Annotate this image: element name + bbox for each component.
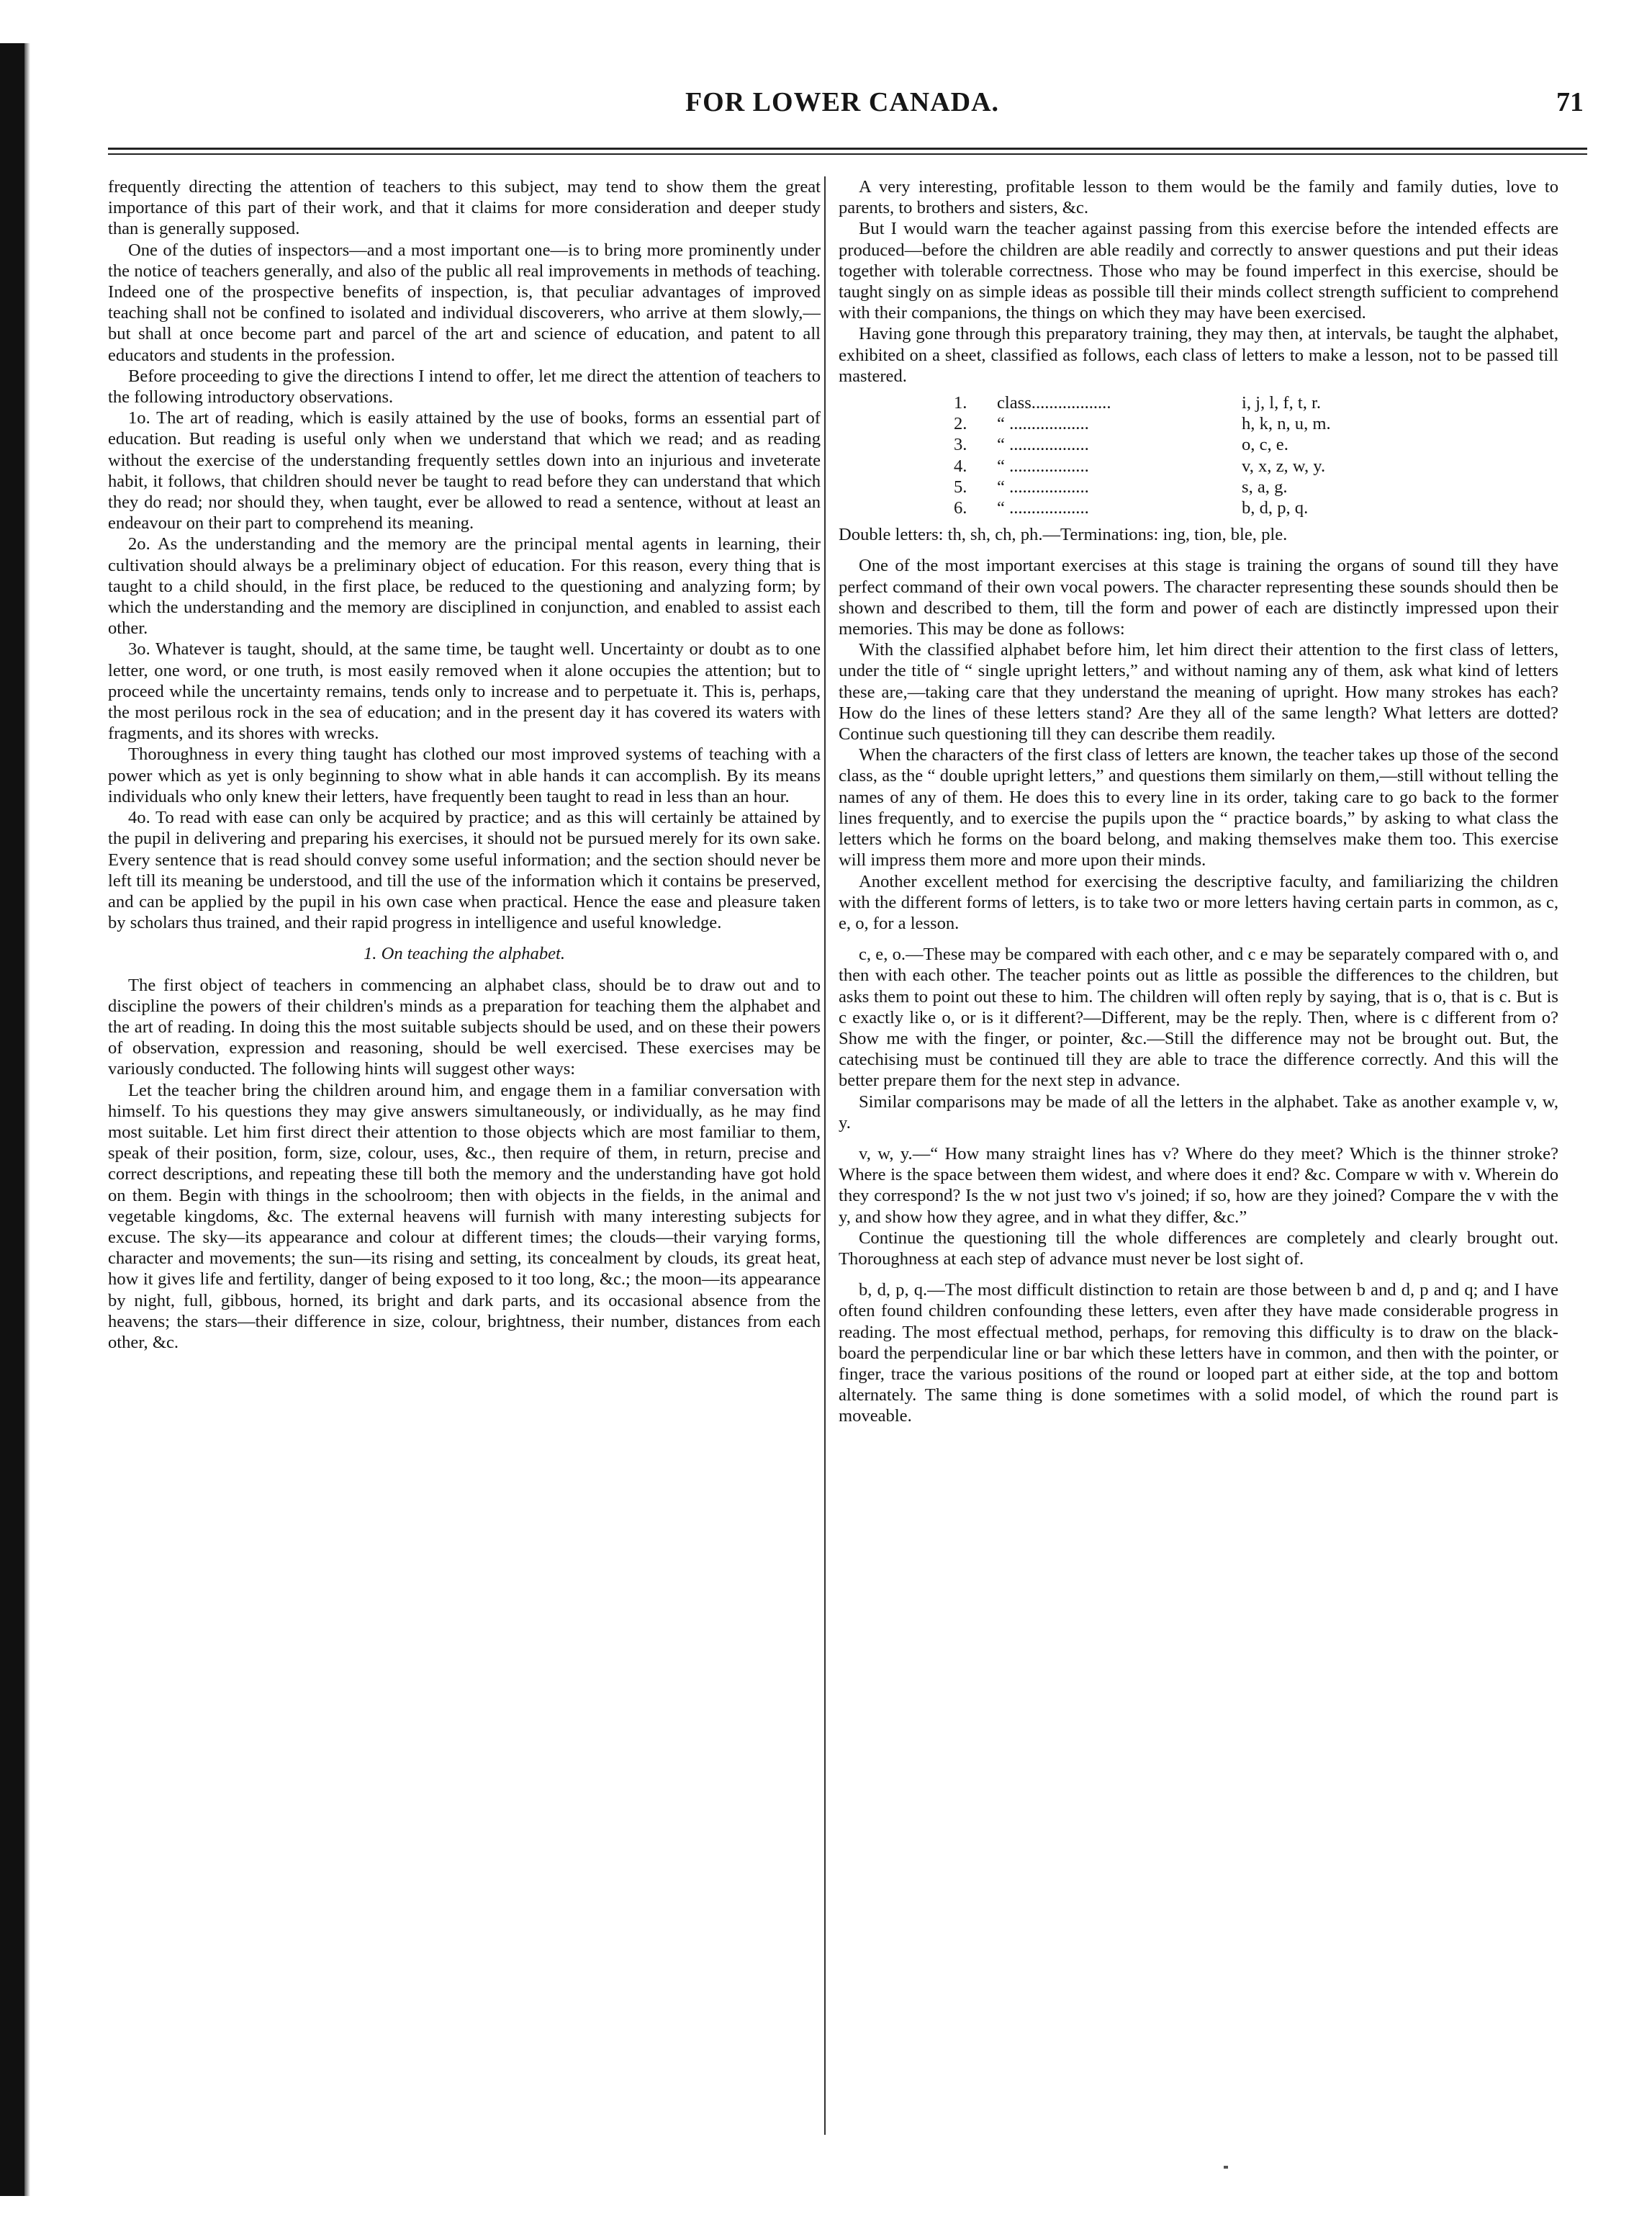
class-label: class..................	[997, 393, 1111, 413]
class-letters: i, j, l, f, t, r.	[1242, 393, 1321, 413]
paragraph: One of the most important exercises at this stage is training the organs of sound till they have perfect command of their own vocal powers. The character representing these sounds should then be shown and described to them, till the form and power of each are distinctly impressed upon their memories. This may be done as follows:	[839, 556, 1558, 639]
header-rule-top	[108, 148, 1587, 150]
page-binding-edge	[0, 43, 24, 2196]
paragraph: Having gone through this preparatory training, they may then, at intervals, be taught the alphabet, exhibited on a sheet, classified as follows, each class of letters to make a lesson, not to be passed till mastered.	[839, 324, 1558, 386]
class-letters: v, x, z, w, y.	[1242, 456, 1326, 476]
paragraph: Similar comparisons may be made of all the letters in the alphabet. Take as another example v, w, y.	[839, 1092, 1558, 1133]
section-heading: 1. On teaching the alphabet.	[363, 944, 566, 964]
paragraph: b, d, p, q.—The most difficult distinction to retain are those between b and d, p and q; and I have often found children confounding these letters, even after they have made considerable progress in reading. The most effectual method, perhaps, for removing this difficulty is to draw on the black-board the perpendicular line or bar which these letters have in common, and then with the pointer, or finger, trace the various positions of the round or looped part at either side, at the top and bottom alternately. The same thing is done sometimes with a solid model, of which the round part is moveable.	[839, 1280, 1558, 1426]
class-number: 6.	[954, 498, 967, 518]
paragraph: 1o. The art of reading, which is easily attained by the use of books, forms an essential part of education. But reading is useful only when we understand that which we read; and as reading without the exercise of the understanding frequently settles down into an injurious and inveterate habit, it follows, that children should never be taught to read before they can understand that which they do read; nor should they, when taught, ever be allowed to read a sentence, without at least an endeavour on their part to comprehend its meaning.	[108, 408, 821, 534]
paragraph: 2o. As the understanding and the memory are the principal mental agents in learning, their cultivation should always be a preliminary object of education. For this reason, every thing that is taught to a child should, in the first place, be reduced to the questioning and analyzing form; by which the understanding and the memory are disciplined in conjunction, and enabled to assist each other.	[108, 534, 821, 639]
paragraph: Before proceeding to give the directions I intend to offer, let me direct the attention of teachers to the following introductory observations.	[108, 366, 821, 408]
paragraph: Continue the questioning till the whole differences are completely and clearly brought out. Thoroughness at each step of advance must never be lost sight of.	[839, 1228, 1558, 1269]
class-number: 3.	[954, 435, 967, 455]
double-letters-line: Double letters: th, sh, ch, ph.—Terminations: ing, tion, ble, ple.	[839, 525, 1288, 545]
page-mark	[1224, 2166, 1228, 2169]
running-title: FOR LOWER CANADA.	[685, 87, 1000, 117]
paragraph: But I would warn the teacher against passing from this exercise before the intended effects are produced—before the children are able readily and correctly to answer questions and put their ideas together with tolerable correctness. Those who may be found imperfect in this exercise, should be taught singly on as simple ideas as possible till their minds collect strength sufficient to comprehend with their companions, the things on which they may have been exercised.	[839, 219, 1558, 323]
class-letters: o, c, e.	[1242, 435, 1288, 455]
paragraph: When the characters of the first class of letters are known, the teacher takes up those of the second class, as the “ double upright letters,” and questions them similarly on them,—still without telling the names of any of them. He does this to every line in its order, taking care to go back to the former lines frequently, and to exercise the pupils upon the “ practice boards,” by asking to what class the letters which he forms on the board belong, and making themselves make them too. This exercise will impress them more and more upon their minds.	[839, 745, 1558, 870]
letter-class-table	[839, 392, 1558, 518]
class-label: “ ..................	[997, 477, 1089, 497]
paragraph: Let the teacher bring the children around him, and engage them in a familiar conversation with himself. To his questions they may give answers simultaneously, or individually, as he may find most suitable. Let him first direct their attention to those objects which are most familiar to them, speak of their position, form, size, colour, uses, &c., then require of them, in return, precise and correct descriptions, and repeating these till both the memory and the understanding have got hold on them. Begin with things in the schoolroom; then with objects in the fields, in the animal and vegetable kingdoms, &c. The external heavens will furnish with many interesting subjects for excuse. The sky—its appearance and colour at different times; the clouds—their varying forms, character and movements; the sun—its rising and setting, its concealment by clouds, its great heat, how it gives life and fertility, danger of being exposed to it too long, &c.; the moon—its appearance by night, full, gibbous, horned, its bright and dark parts, and its occasional absence from the heavens; the stars—their difference in size, colour, brightness, their number, distances from each other, &c.	[108, 1080, 821, 1352]
paragraph: 4o. To read with ease can only be acquired by practice; and as this will certainly be attained by the pupil in delivering and preparing his exercises, it should not be pursued merely for its own sake. Every sentence that is read should convey some useful information; and the section should never be left till its meaning be understood, and till the use of the information which it contains be preserved, and can be applied by the pupil in his own case when practical. Hence the ease and pleasure taken by scholars thus trained, and their rapid progress in intelligence and useful knowledge.	[108, 808, 821, 933]
page-header	[101, 85, 1584, 128]
paragraph: Another excellent method for exercising the descriptive faculty, and familiarizing the children with the different forms of letters, is to take two or more letters having certain parts in common, as c, e, o, for a lesson.	[839, 871, 1558, 933]
class-letters: h, k, n, u, m.	[1242, 414, 1331, 434]
letter-class-row	[839, 392, 1558, 413]
class-number: 5.	[954, 477, 967, 497]
paragraph: c, e, o.—These may be compared with each other, and c e may be separately compared with o, and then with each other. The teacher points out as little as possible the differences to the children, but asks them to point out these to him. The children will often reply by saying, that is o, that is c. But is c exactly like o, or is it different?—Different, may be the reply. Then, where is c different from o? Show me with the finger, or pointer, &c.—Still the difference may not be brought out. But, the catechising must be continued till they are able to trace the difference correctly. And this will the better prepare them for the next step in advance.	[839, 945, 1558, 1091]
class-label: “ ..................	[997, 414, 1089, 434]
class-number: 4.	[954, 456, 967, 476]
class-number: 2.	[954, 414, 967, 434]
class-letters: b, d, p, q.	[1242, 498, 1309, 518]
letter-class-row	[839, 498, 1558, 518]
paragraph: One of the duties of inspectors—and a most important one—is to bring more prominently under the notice of teachers generally, and also of the public all real improvements in methods of teaching. Indeed one of the prospective benefits of inspection, is, that peculiar advantages of improved teaching shall not be confined to isolated and individual discoverers, who arrive at them slowly,—but shall at once become part and parcel of the art and science of education, and patent to all educators and students in the profession.	[108, 240, 821, 365]
letter-class-row	[839, 434, 1558, 455]
right-column	[839, 176, 1558, 1427]
class-letters: s, a, g.	[1242, 477, 1288, 497]
paragraph: frequently directing the attention of teachers to this subject, may tend to show them the great importance of this part of their work, and that it claims for more consideration and deeper study than is generally supposed.	[108, 177, 821, 239]
class-label: “ ..................	[997, 456, 1089, 476]
letter-class-row	[839, 413, 1558, 434]
class-label: “ ..................	[997, 498, 1089, 518]
letter-class-row	[839, 477, 1558, 498]
paragraph: The first object of teachers in commencing an alphabet class, should be to draw out and to discipline the powers of their children's minds as a preparation for teaching them the alphabet and the art of reading. In doing this the most suitable subjects should be used, and on these their powers of observation, expression and reasoning, should be well exercised. These exercises may be variously conducted. The following hints will suggest other ways:	[108, 975, 821, 1079]
column-divider	[824, 176, 826, 2135]
paragraph: 3o. Whatever is taught, should, at the same time, be taught well. Uncertainty or doubt as to one letter, one word, or one truth, is most easily removed when it alone occupies the attention; but to proceed while the uncertainty remains, tends only to increase and to perpetuate it. This is, perhaps, the most perilous rock in the sea of education; and in the present day it has covered its waters with fragments, and its shores with wrecks.	[108, 639, 821, 744]
header-rule-bottom	[108, 153, 1587, 155]
page-number: 71	[1556, 87, 1584, 117]
binding-shadow	[24, 43, 30, 2196]
left-column	[108, 176, 821, 1353]
paragraph: A very interesting, profitable lesson to them would be the family and family duties, love to parents, to brothers and sisters, &c.	[839, 177, 1558, 218]
paragraph: With the classified alphabet before him, let him direct their attention to the first class of letters, under the title of “ single upright letters,” and without naming any of them, ask what kind of letters these are,—taking care that they understand the meaning of upright. How many strokes has each? How do the lines of these letters stand? Are they all of the same length? What letters are dotted? Continue such questioning till they can describe them readily.	[839, 640, 1558, 744]
class-label: “ ..................	[997, 435, 1089, 455]
paragraph: Thoroughness in every thing taught has clothed our most improved systems of teaching with a power which as yet is only beginning to show what in able hands it can accomplish. By its means individuals who only knew their letters, have frequently been taught to read in less than an hour.	[108, 744, 821, 806]
paragraph: v, w, y.—“ How many straight lines has v? Where do they meet? Which is the thinner stroke? Where is the space between them widest, and where does it end? &c. Compare w with v. Wherein do they correspond? Is the w not just two v's joined; if so, how are they joined? Compare the v with the y, and show how they agree, and in what they differ, &c.”	[839, 1143, 1558, 1227]
letter-class-row	[839, 456, 1558, 477]
class-number: 1.	[954, 393, 967, 413]
